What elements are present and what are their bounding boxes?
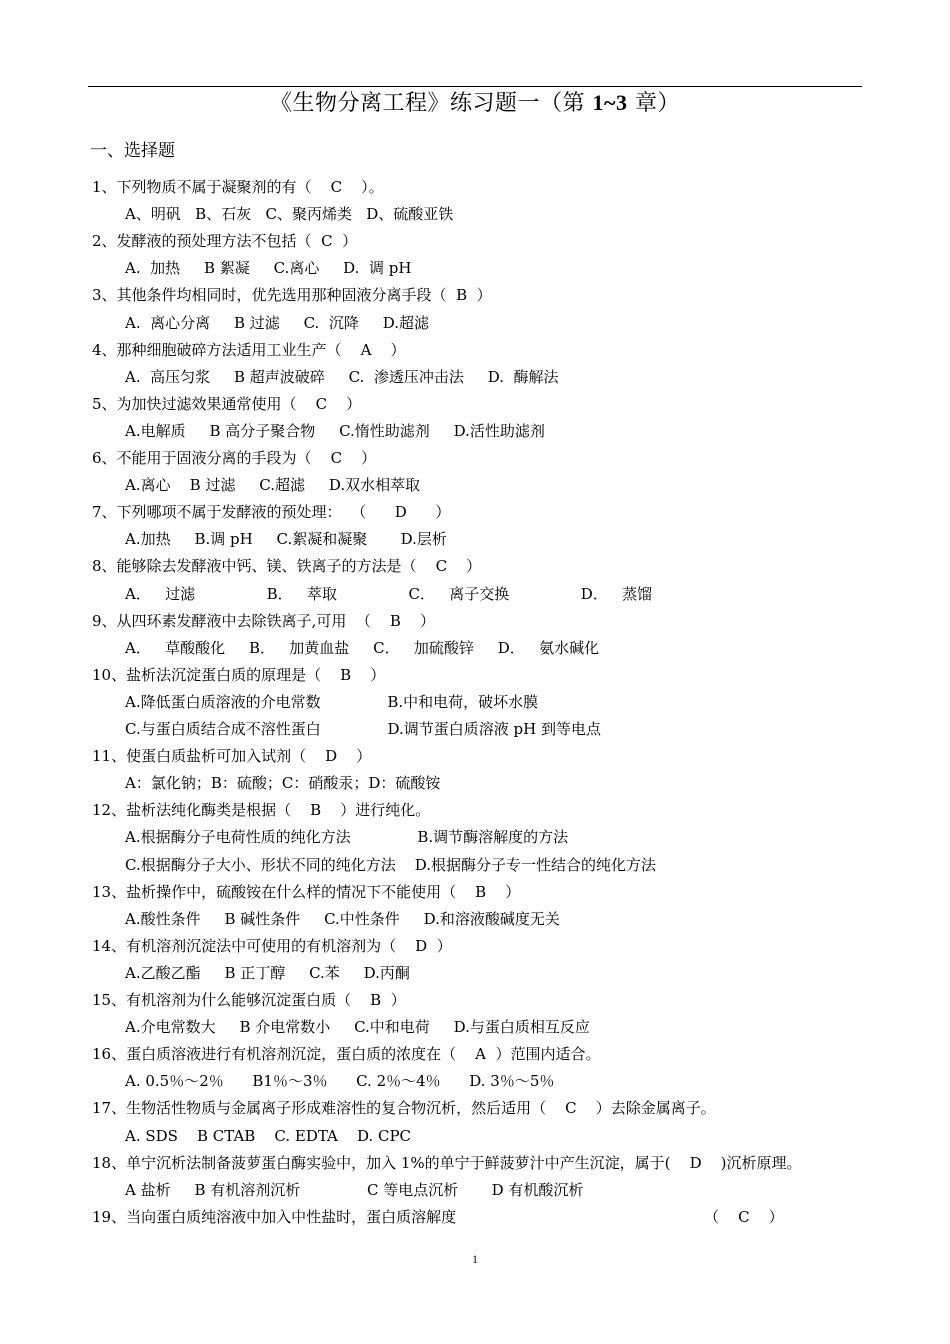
question-text: 18、单宁沉析法制备菠萝蛋白酶实验中，加入 1%的单宁于鲜菠萝汁中产生沉淀，属于( D )沉析原理。 xyxy=(92,1153,802,1172)
question-text: 17、生物活性物质与金属离子形成难溶性的复合物沉析，然后适用（ C ）去除金属离子。 xyxy=(92,1099,716,1118)
answer-options: C.与蛋白质结合成不溶性蛋白 D.调节蛋白质溶液 pH 到等电点 xyxy=(125,720,601,738)
title-suffix: 章） xyxy=(627,91,680,116)
answer-options: A． 过滤 B． 萃取 C． 离子交换 D． 蒸馏 xyxy=(125,584,653,603)
question-text: 8、能够除去发酵液中钙、镁、铁离子的方法是（ C ） xyxy=(92,557,482,576)
answer-options: A.介电常数大 B 介电常数小 C.中和电荷 D.与蛋白质相互反应 xyxy=(125,1018,590,1037)
question-text: 14、有机溶剂沉淀法中可使用的有机溶剂为（ D ） xyxy=(92,936,452,955)
question-text: 12、盐析法纯化酶类是根据（ B ）进行纯化。 xyxy=(92,801,431,820)
question-text: 6、不能用于固液分离的手段为（ C ） xyxy=(92,449,377,467)
answer-options: A、明矾 B、石灰 C、聚丙烯类 D、硫酸亚铁 xyxy=(125,205,454,224)
section-heading: 一、选择题 xyxy=(90,141,175,161)
answer-options: A：氯化钠；B：硫酸；C：硝酸汞；D：硫酸铵 xyxy=(125,774,441,793)
question-text: 9、从四环素发酵液中去除铁离子,可用 （ B ） xyxy=(92,611,436,630)
answer-options: A 盐析 B 有机溶剂沉析 C 等电点沉析 D 有机酸沉析 xyxy=(125,1180,584,1199)
title-prefix: 《生物分离工程》练习题一（第 xyxy=(270,91,593,116)
question-text: 4、那种细胞破碎方法适用工业生产（ A ） xyxy=(92,340,406,359)
answer-options: A.根据酶分子电荷性质的纯化方法 B.调节酶溶解度的方法 xyxy=(125,828,569,847)
answer-options: A. 加热 B 絮凝 C.离心 D. 调 pH xyxy=(125,259,412,278)
answer-options: A.乙酸乙酯 B 正丁醇 C.苯 D.丙酮 xyxy=(125,963,410,982)
answer-options: A． 草酸酸化 B． 加黄血盐 C． 加硫酸锌 D． 氨水碱化 xyxy=(125,638,600,657)
answer-options: A. 高压匀浆 B 超声波破碎 C. 渗透压冲击法 D. 酶解法 xyxy=(125,367,559,386)
answer-options: A. 离心分离 B 过滤 C. 沉降 D.超滤 xyxy=(125,313,429,332)
question-text: 3、其他条件均相同时，优先选用那种固液分离手段（ B ） xyxy=(92,286,492,305)
question-text: 13、盐析操作中，硫酸铵在什么样的情况下不能使用（ B ） xyxy=(92,882,521,901)
question-text: 10、盐析法沉淀蛋白质的原理是（ B ） xyxy=(92,665,386,684)
answer-options: A.离心 B 过滤 C.超滤 D.双水相萃取 xyxy=(125,476,421,495)
answer-options: A.酸性条件 B 碱性条件 C.中性条件 D.和溶液酸碱度无关 xyxy=(125,909,560,928)
question-text: 11、使蛋白质盐析可加入试剂（ D ） xyxy=(92,747,372,766)
answer-options: C.根据酶分子大小、形状不同的纯化方法 D.根据酶分子专一性结合的纯化方法 xyxy=(125,855,657,874)
answer-options: A.电解质 B 高分子聚合物 C.惰性助滤剂 D.活性助滤剂 xyxy=(125,421,545,440)
question-text: 2、发酵液的预处理方法不包括（ C ） xyxy=(92,232,358,251)
question-text: 7、下列哪项不属于发酵液的预处理： （ D ） xyxy=(92,503,451,522)
title-chapter-range: 1~3 xyxy=(592,90,628,115)
answer-options: A. SDS B CTAB C. EDTA D. CPC xyxy=(125,1126,412,1145)
question-text: 19、当向蛋白质纯溶液中加入中性盐时，蛋白质溶解度 （ C ） xyxy=(92,1207,784,1226)
page-title xyxy=(0,86,950,121)
answer-options: A.降低蛋白质溶液的介电常数 B.中和电荷，破坏水膜 xyxy=(125,692,539,711)
page-number: 1 xyxy=(472,1252,478,1266)
question-text: 1、下列物质不属于凝聚剂的有（ C ）。 xyxy=(92,178,384,196)
question-text: 5、为加快过滤效果通常使用（ C ） xyxy=(92,394,362,413)
question-text: 16、蛋白质溶液进行有机溶剂沉淀，蛋白质的浓度在（ A ）范围内适合。 xyxy=(92,1045,601,1064)
answer-options: A.加热 B.调 pH C.絮凝和凝聚 D.层析 xyxy=(125,530,447,549)
answer-options: A. 0.5％～2％ B1％～3％ C. 2％～4％ D. 3％～5％ xyxy=(125,1072,555,1091)
question-text: 15、有机溶剂为什么能够沉淀蛋白质（ B ） xyxy=(92,991,406,1009)
